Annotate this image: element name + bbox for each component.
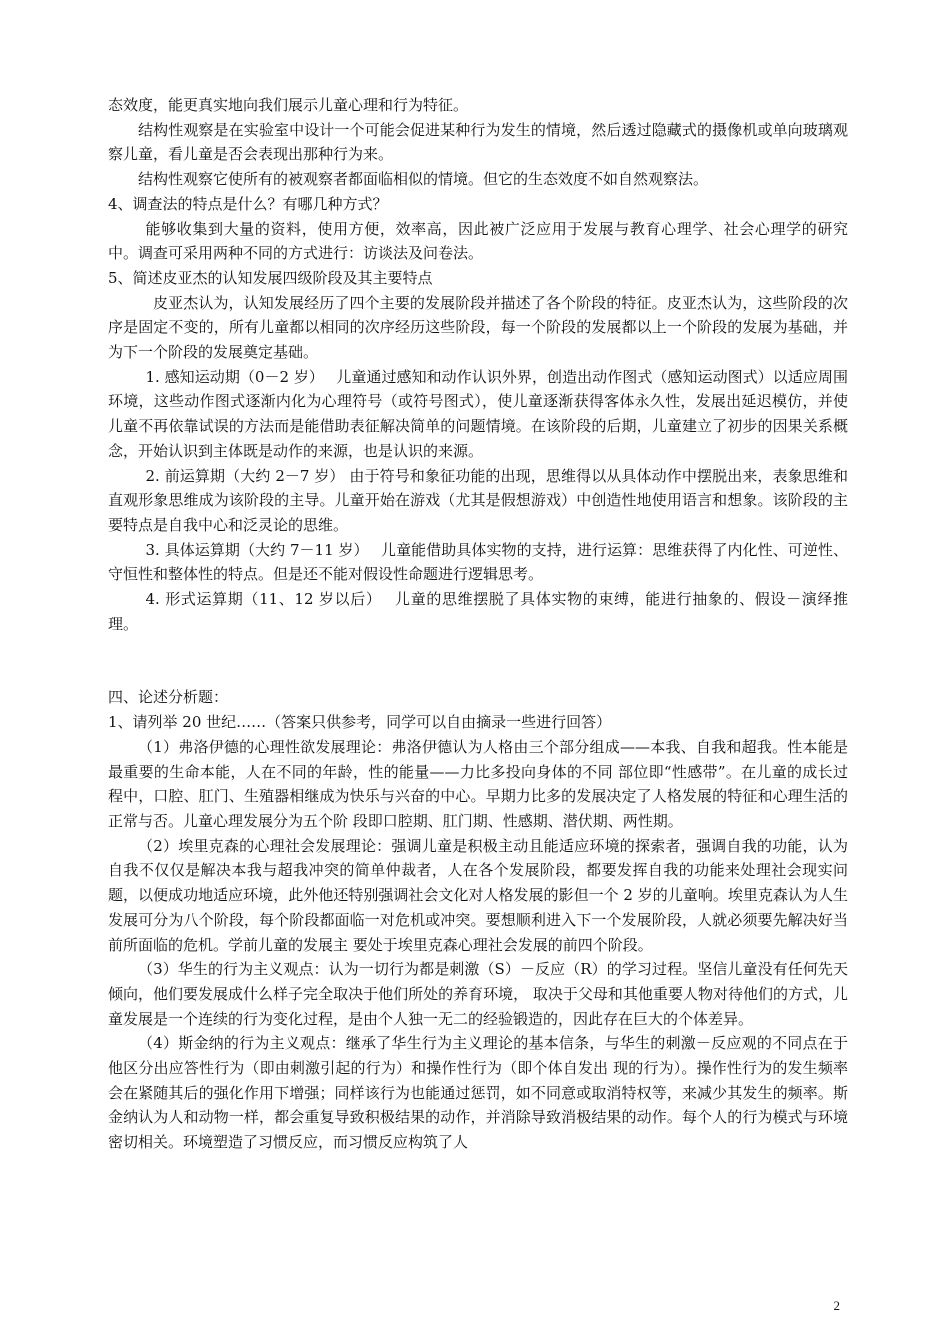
paragraph-structured-observation-feature: 结构性观察它使所有的被观察者都面临相似的情境。但它的生态效度不如自然观察法。 (138, 170, 709, 189)
theory-freud: （1）弗洛伊德的心理性欲发展理论：弗洛伊德认为人格由三个部分组成——本我、自我和超我。性本能是最重要的生命本能，人在不同的年龄，性的能量——力比多投向身体的不同 部位即“性感带”。在儿童的成长过程中，口腔、肛门、生殖器相继成为快乐与兴奋的中心。早期力比多的发展决定了人格发展的特征和心理生活的正常与否。儿童心理发展分为五个阶 段即口腔期、肛门期、性感期、潜伏期、两性期。 (108, 737, 848, 830)
answer-4: 能够收集到大量的资料，使用方便，效率高，因此被广泛应用于发展与教育心理学、社会心理学的研究中。调查可采用两种不同的方式进行：访谈法及问卷法。 (108, 219, 848, 263)
stage-4-formal-operational: 4. 形式运算期（11、12 岁以后） 儿童的思维摆脱了具体实物的束缚，能进行抽象的、假设－演绎推理。 (108, 590, 848, 633)
stage-3-concrete-operational: 3. 具体运算期（大约 7－11 岁） 儿童能借助具体实物的支持，进行运算：思维获得了内化性、可逆性、守恒性和整体性的特点。但是还不能对假设性命题进行逻辑思考。 (108, 540, 848, 584)
document-body (108, 93, 848, 1155)
theory-skinner: （4）斯金纳的行为主义观点：继承了华生行为主义理论的基本信条，与华生的刺激－反应观的不同点在于他区分出应答性行为（即由刺激引起的行为）和操作性行为（即个体自发出 现的行为）。操作性行为的发生频率会在紧随其后的强化作用下增强；同样该行为也能通过惩罚，如不同意或取消特权等，来减少其发生的频率。斯金纳认为人和动物一样，都会重复导致积极结果的动作，并消除导致消极结果的动作。每个人的行为模式与环境密切相关。环境塑造了习惯反应，而习惯反应构筑了人 (108, 1034, 848, 1152)
paragraph-ecological-validity: 态效度，能更真实地向我们展示儿童心理和行为特征。 (108, 96, 469, 114)
answer-5-intro: 皮亚杰认为，认知发展经历了四个主要的发展阶段并描述了各个阶段的特征。皮亚杰认为，这些阶段的次序是固定不变的，所有儿童都以相同的次序经历这些阶段，每一个阶段的发展都以上一个阶段的发展为基础，并为下一个阶段的发展奠定基础。 (108, 293, 848, 362)
paragraph-structured-observation-def: 结构性观察是在实验室中设计一个可能会促进某种行为发生的情境，然后透过隐藏式的摄像机或单向玻璃观察儿童，看儿童是否会表现出那种行为来。 (108, 120, 848, 164)
question-5-heading: 5、简述皮亚杰的认知发展四级阶段及其主要特点 (108, 268, 433, 287)
theory-watson: （3）华生的行为主义观点：认为一切行为都是刺激（S）－反应（R）的学习过程。坚信儿童没有任何先天倾向，他们要发展成什么样子完全取决于他们所处的养育环境， 取决于父母和其他重要人物对待他们的方式，儿童发展是一个连续的行为变化过程，是由个人独一无二的经验锻造的，因此存在巨大的个体差异。 (108, 960, 848, 1028)
section-spacer (108, 636, 848, 685)
essay-question-1: 1、请列举 20 世纪……（答案只供参考，同学可以自由摘录一些进行回答） (108, 713, 612, 732)
theory-erikson: （2）埃里克森的心理社会发展理论：强调儿童是积极主动且能适应环境的探索者，强调自我的功能，认为自我不仅仅是解决本我与超我冲突的简单仲裁者，人在各个发展阶段，都要发挥自我的功能来处理社会现实问题，以便成功地适应环境，此外他还特别强调社会文化对人格发展的影但一个 2 岁的儿童响。埃里克森认为人生发展可分为八个阶段，每个阶段都面临一对危机或冲突。要想顺利进入下一个发展阶段，人就必须要先解决好当前所面临的危机。学前儿童的发展主 要处于埃里克森心理社会发展的前四个阶段。 (108, 836, 848, 954)
question-4-heading: 4、调查法的特点是什么？有哪几种方式？ (108, 194, 388, 213)
page-number: 2 (833, 1298, 840, 1313)
stage-2-preoperational: 2. 前运算期（大约 2－7 岁） 由于符号和象征功能的出现，思维得以从具体动作中摆脱出来，表象思维和直观形象思维成为该阶段的主导。儿童开始在游戏（尤其是假想游戏）中创造性地使用语言和想象。该阶段的主要特点是自我中心和泛灵论的思维。 (108, 466, 848, 534)
section-4-heading: 四、论述分析题： (108, 688, 229, 707)
stage-1-sensorimotor: 1. 感知运动期（0－2 岁） 儿童通过感知和动作认识外界，创造出动作图式（感知运动图式）以适应周围环境，这些动作图式逐渐内化为心理符号（或符号图式），使儿童逐渐获得客体永久性，发展出延迟模仿，并使儿童不再依靠试误的方法而是能借助表征解决简单的问题情境。在该阶段的后期，儿童建立了初步的因果关系概念，开始认识到主体既是动作的来源，也是认识的来源。 (108, 367, 848, 460)
